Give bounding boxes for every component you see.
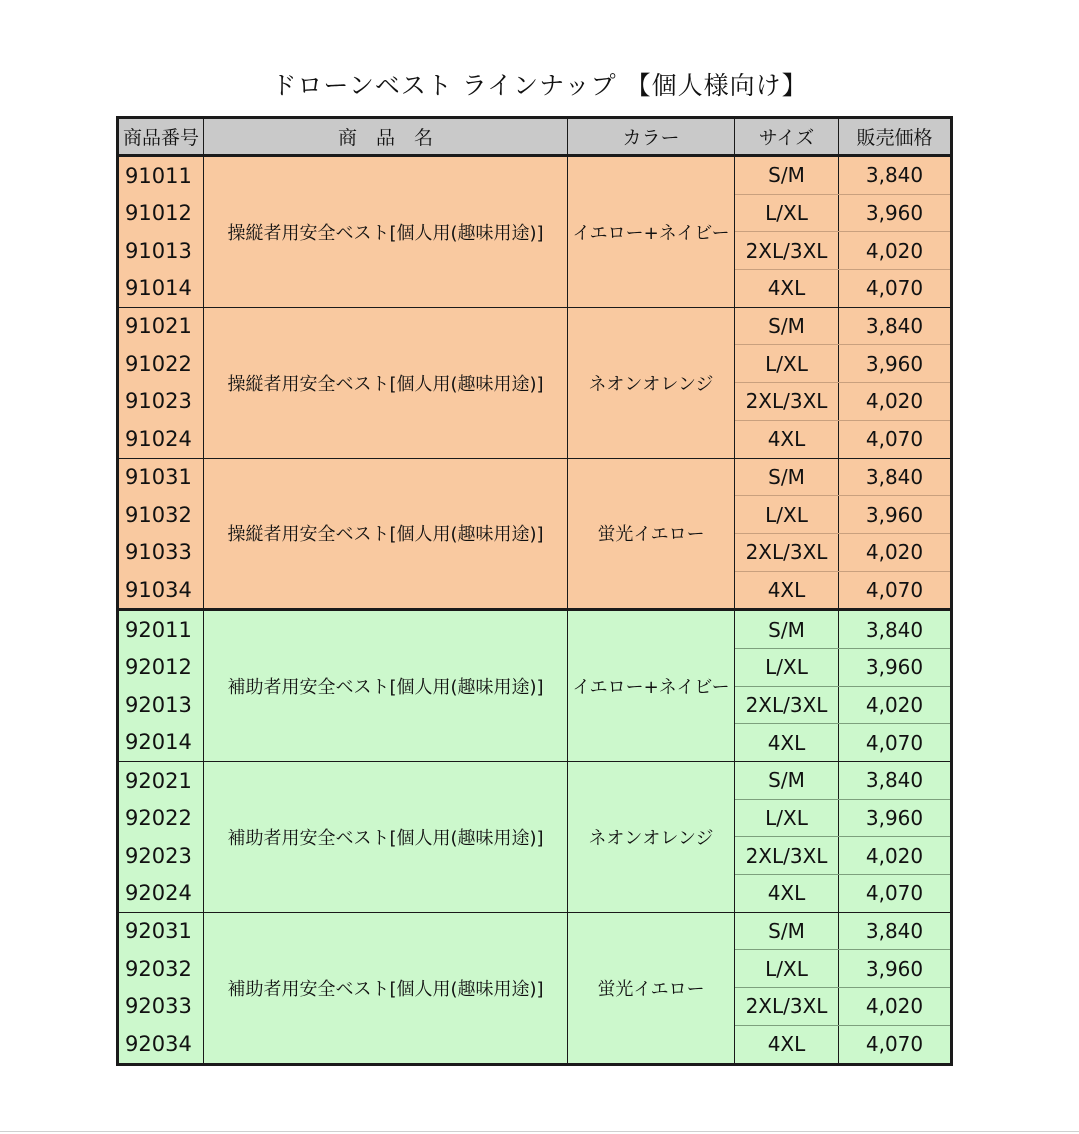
product-lineup-table <box>116 116 953 1066</box>
product-size: 2XL/3XL <box>735 232 839 270</box>
product-code: 92012 <box>118 648 204 686</box>
product-code: 92023 <box>118 837 204 875</box>
product-name: 補助者用安全ベスト[個人用(趣味用途)] <box>204 762 568 913</box>
product-price: 3,960 <box>839 496 952 534</box>
product-size: 2XL/3XL <box>735 837 839 875</box>
product-size: L/XL <box>735 799 839 837</box>
product-price: 3,960 <box>839 950 952 988</box>
product-size: S/M <box>735 458 839 496</box>
product-price: 3,840 <box>839 912 952 950</box>
product-size: S/M <box>735 307 839 345</box>
product-size: 2XL/3XL <box>735 533 839 571</box>
product-color: ネオンオレンジ <box>568 307 735 458</box>
product-size: 4XL <box>735 571 839 610</box>
product-code: 92033 <box>118 988 204 1026</box>
table-row <box>118 458 952 496</box>
table-row <box>118 610 952 649</box>
header-size: サイズ <box>735 118 839 156</box>
product-size: 4XL <box>735 1025 839 1064</box>
product-code: 92024 <box>118 875 204 913</box>
product-price: 4,070 <box>839 571 952 610</box>
product-size: 2XL/3XL <box>735 686 839 724</box>
product-color: 蛍光イエロー <box>568 458 735 610</box>
product-price: 3,840 <box>839 156 952 195</box>
product-name: 操縦者用安全ベスト[個人用(趣味用途)] <box>204 307 568 458</box>
table-row <box>118 912 952 950</box>
product-size: 4XL <box>735 270 839 308</box>
product-price: 3,960 <box>839 648 952 686</box>
product-code: 92011 <box>118 610 204 649</box>
product-price: 3,960 <box>839 194 952 232</box>
product-code: 91024 <box>118 420 204 458</box>
product-size: S/M <box>735 912 839 950</box>
product-code: 91022 <box>118 345 204 383</box>
product-color: ネオンオレンジ <box>568 762 735 913</box>
product-price: 4,020 <box>839 383 952 421</box>
product-price: 4,020 <box>839 686 952 724</box>
product-price: 4,070 <box>839 1025 952 1064</box>
product-code: 92021 <box>118 762 204 800</box>
product-code: 91032 <box>118 496 204 534</box>
product-code: 91012 <box>118 194 204 232</box>
product-size: 2XL/3XL <box>735 383 839 421</box>
product-name: 補助者用安全ベスト[個人用(趣味用途)] <box>204 912 568 1064</box>
product-size: 4XL <box>735 420 839 458</box>
product-price: 4,070 <box>839 270 952 308</box>
product-size: 4XL <box>735 875 839 913</box>
product-price: 4,070 <box>839 420 952 458</box>
product-code: 92013 <box>118 686 204 724</box>
header-price: 販売価格 <box>839 118 952 156</box>
product-size: S/M <box>735 610 839 649</box>
header-code: 商品番号 <box>118 118 204 156</box>
product-price: 4,070 <box>839 724 952 762</box>
product-code: 91014 <box>118 270 204 308</box>
table-body <box>118 156 952 1065</box>
product-code: 91034 <box>118 571 204 610</box>
product-size: 2XL/3XL <box>735 988 839 1026</box>
product-name: 補助者用安全ベスト[個人用(趣味用途)] <box>204 610 568 762</box>
product-code: 91021 <box>118 307 204 345</box>
product-size: L/XL <box>735 496 839 534</box>
product-size: L/XL <box>735 950 839 988</box>
product-code: 92034 <box>118 1025 204 1064</box>
product-color: 蛍光イエロー <box>568 912 735 1064</box>
product-size: S/M <box>735 156 839 195</box>
product-price: 3,960 <box>839 345 952 383</box>
header-color: カラー <box>568 118 735 156</box>
product-price: 3,840 <box>839 762 952 800</box>
product-code: 91013 <box>118 232 204 270</box>
product-code: 92031 <box>118 912 204 950</box>
product-code: 91023 <box>118 383 204 421</box>
product-size: L/XL <box>735 345 839 383</box>
table-row <box>118 307 952 345</box>
table-row <box>118 156 952 195</box>
product-price: 3,840 <box>839 307 952 345</box>
product-size: S/M <box>735 762 839 800</box>
product-code: 91011 <box>118 156 204 195</box>
product-price: 3,840 <box>839 458 952 496</box>
product-price: 4,020 <box>839 232 952 270</box>
page-title: ドローンベスト ラインナップ 【個人様向け】 <box>271 71 808 100</box>
table-row <box>118 762 952 800</box>
product-price: 4,020 <box>839 988 952 1026</box>
product-code: 92022 <box>118 799 204 837</box>
product-code: 91033 <box>118 533 204 571</box>
table-header-row <box>118 118 952 156</box>
product-color: イエロー+ネイビー <box>568 610 735 762</box>
product-price: 3,960 <box>839 799 952 837</box>
bottom-divider <box>0 1131 1079 1132</box>
product-code: 91031 <box>118 458 204 496</box>
product-price: 4,020 <box>839 533 952 571</box>
product-price: 3,840 <box>839 610 952 649</box>
product-size: L/XL <box>735 648 839 686</box>
product-code: 92032 <box>118 950 204 988</box>
product-name: 操縦者用安全ベスト[個人用(趣味用途)] <box>204 458 568 610</box>
product-price: 4,070 <box>839 875 952 913</box>
product-code: 92014 <box>118 724 204 762</box>
product-name: 操縦者用安全ベスト[個人用(趣味用途)] <box>204 156 568 308</box>
product-size: 4XL <box>735 724 839 762</box>
product-color: イエロー+ネイビー <box>568 156 735 308</box>
header-name: 商 品 名 <box>204 118 568 156</box>
product-price: 4,020 <box>839 837 952 875</box>
product-size: L/XL <box>735 194 839 232</box>
